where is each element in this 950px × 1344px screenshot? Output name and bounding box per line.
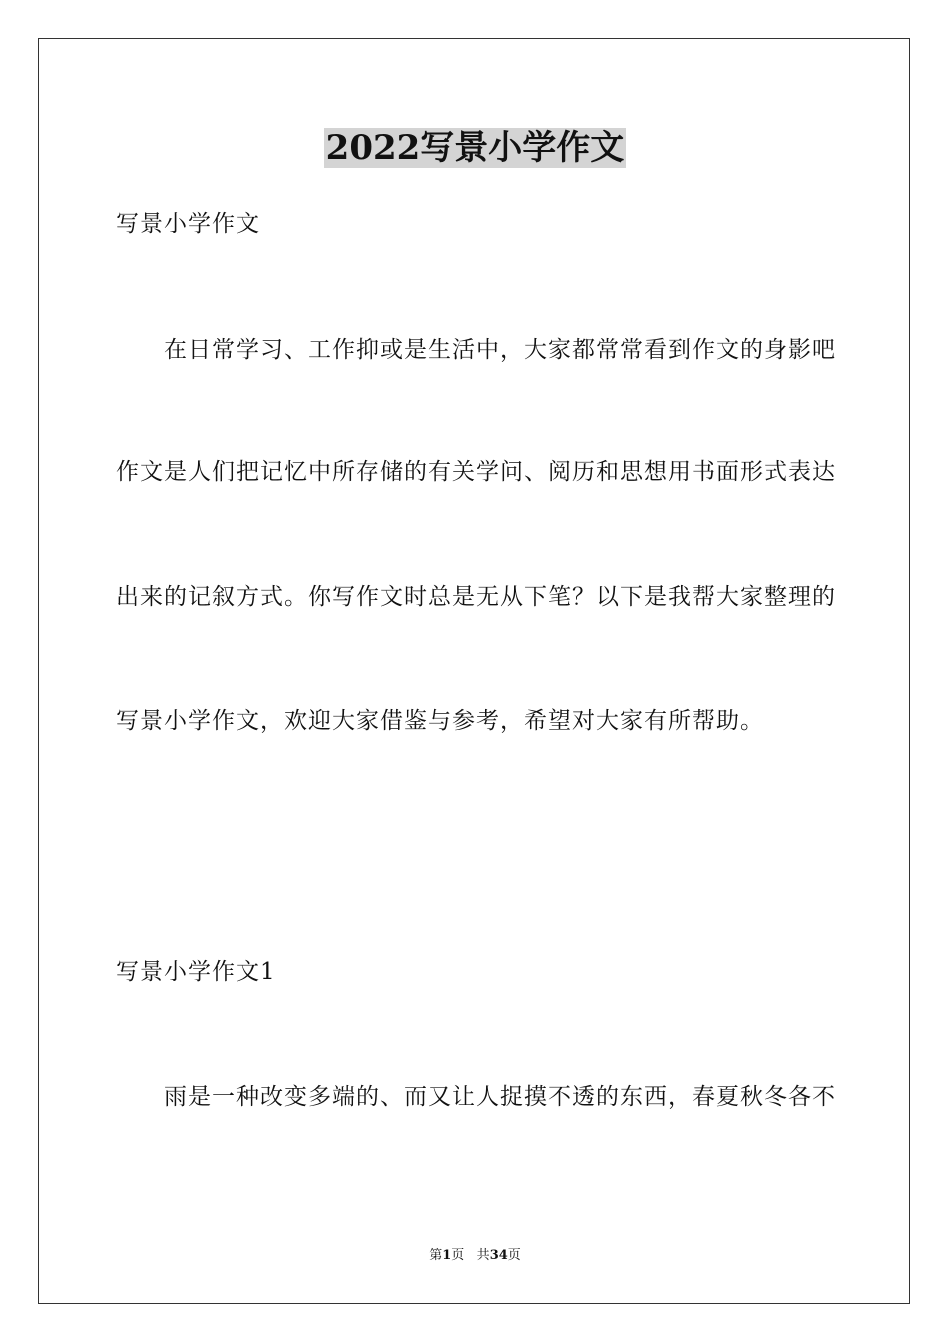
footer-page-prefix: 第 [429, 1248, 443, 1263]
title-text: 2022写景小学作文 [325, 128, 625, 168]
footer-total-pages: 34 [489, 1248, 508, 1263]
footer-page-suffix: 页 [451, 1248, 465, 1263]
section-line-1: 雨是一种改变多端的、而又让人捉摸不透的东西，春夏秋冬各不 [164, 1084, 836, 1110]
intro-line-3: 出来的记叙方式。你写作文时总是无从下笔？以下是我帮大家整理的 [116, 584, 836, 610]
intro-line-1: 在日常学习、工作抑或是生活中，大家都常常看到作文的身影吧 [164, 337, 836, 363]
footer-total-prefix: 共 [476, 1248, 490, 1263]
intro-line-4: 写景小学作文，欢迎大家借鉴与参考，希望对大家有所帮助。 [116, 708, 764, 734]
document-title [0, 124, 950, 172]
footer-page-number: 1 [442, 1248, 452, 1263]
footer-total-suffix: 页 [507, 1248, 521, 1263]
section-heading: 写景小学作文1 [116, 959, 276, 985]
intro-line-2: 作文是人们把记忆中所存储的有关学问、阅历和思想用书面形式表达 [116, 459, 836, 485]
document-subtitle: 写景小学作文 [116, 211, 260, 237]
page-footer [0, 1247, 950, 1265]
